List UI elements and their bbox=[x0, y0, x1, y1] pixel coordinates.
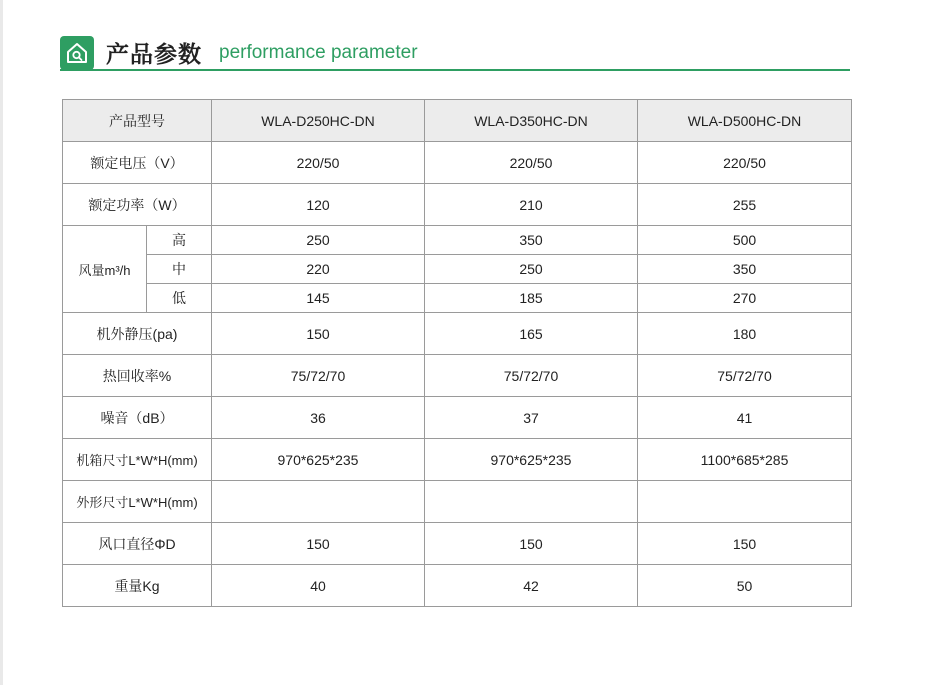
section-header bbox=[60, 34, 850, 72]
table-cell: 970*625*235 bbox=[425, 439, 638, 481]
table-cell: 150 bbox=[425, 523, 638, 565]
table-row-case-size bbox=[63, 439, 852, 481]
table-cell: 41 bbox=[638, 397, 852, 439]
row-label: 重量Kg bbox=[63, 565, 212, 607]
table-cell: 210 bbox=[425, 184, 638, 226]
table-row-airflow-low bbox=[63, 284, 852, 313]
table-cell: 255 bbox=[638, 184, 852, 226]
row-label: 机外静压(pa) bbox=[63, 313, 212, 355]
table-cell: 37 bbox=[425, 397, 638, 439]
row-label: 机箱尺寸L*W*H(mm) bbox=[63, 439, 212, 481]
row-label-airflow: 风量m³/h bbox=[63, 226, 147, 313]
model-cell: WLA-D500HC-DN bbox=[638, 100, 852, 142]
table-cell: 250 bbox=[212, 226, 425, 255]
table-cell: 75/72/70 bbox=[212, 355, 425, 397]
table-cell: 270 bbox=[638, 284, 852, 313]
table-row-duct-diameter bbox=[63, 523, 852, 565]
table-cell: 165 bbox=[425, 313, 638, 355]
table-cell: 220/50 bbox=[212, 142, 425, 184]
table-cell bbox=[212, 481, 425, 523]
model-cell: WLA-D350HC-DN bbox=[425, 100, 638, 142]
row-label: 额定电压（V） bbox=[63, 142, 212, 184]
table-cell: 350 bbox=[638, 255, 852, 284]
sub-row-label: 中 bbox=[147, 255, 212, 284]
table-cell: 145 bbox=[212, 284, 425, 313]
sub-row-label: 高 bbox=[147, 226, 212, 255]
row-label: 外形尺寸L*W*H(mm) bbox=[63, 481, 212, 523]
table-row-airflow-high bbox=[63, 226, 852, 255]
table-cell: 75/72/70 bbox=[425, 355, 638, 397]
model-cell: WLA-D250HC-DN bbox=[212, 100, 425, 142]
sub-row-label: 低 bbox=[147, 284, 212, 313]
table-cell: 150 bbox=[638, 523, 852, 565]
row-label: 额定功率（W） bbox=[63, 184, 212, 226]
spec-table bbox=[62, 99, 852, 607]
house-magnifier-icon bbox=[60, 36, 94, 70]
table-cell: 150 bbox=[212, 313, 425, 355]
table-cell bbox=[425, 481, 638, 523]
table-cell: 150 bbox=[212, 523, 425, 565]
page-edge bbox=[0, 0, 3, 685]
table-row-static-pressure bbox=[63, 313, 852, 355]
table-cell: 42 bbox=[425, 565, 638, 607]
table-row-outer-size bbox=[63, 481, 852, 523]
table-cell: 40 bbox=[212, 565, 425, 607]
table-cell: 250 bbox=[425, 255, 638, 284]
table-cell: 500 bbox=[638, 226, 852, 255]
table-row-heat-recovery bbox=[63, 355, 852, 397]
table-cell bbox=[638, 481, 852, 523]
table-row-voltage bbox=[63, 142, 852, 184]
table-cell: 185 bbox=[425, 284, 638, 313]
table-row-weight bbox=[63, 565, 852, 607]
table-cell: 220/50 bbox=[638, 142, 852, 184]
table-cell: 220/50 bbox=[425, 142, 638, 184]
header-divider bbox=[60, 69, 850, 71]
section-title-en: performance parameter bbox=[219, 42, 418, 63]
row-label: 噪音（dB） bbox=[63, 397, 212, 439]
table-header-row bbox=[63, 100, 852, 142]
row-label: 热回收率% bbox=[63, 355, 212, 397]
section-title-cn: 产品参数 bbox=[106, 42, 202, 68]
table-row-power bbox=[63, 184, 852, 226]
table-cell: 220 bbox=[212, 255, 425, 284]
table-row-airflow-mid bbox=[63, 255, 852, 284]
model-label-cell: 产品型号 bbox=[63, 100, 212, 142]
table-cell: 350 bbox=[425, 226, 638, 255]
table-cell: 75/72/70 bbox=[638, 355, 852, 397]
table-cell: 120 bbox=[212, 184, 425, 226]
table-cell: 50 bbox=[638, 565, 852, 607]
table-row-noise bbox=[63, 397, 852, 439]
row-label: 风口直径ΦD bbox=[63, 523, 212, 565]
table-cell: 1100*685*285 bbox=[638, 439, 852, 481]
table-cell: 36 bbox=[212, 397, 425, 439]
table-cell: 970*625*235 bbox=[212, 439, 425, 481]
table-cell: 180 bbox=[638, 313, 852, 355]
